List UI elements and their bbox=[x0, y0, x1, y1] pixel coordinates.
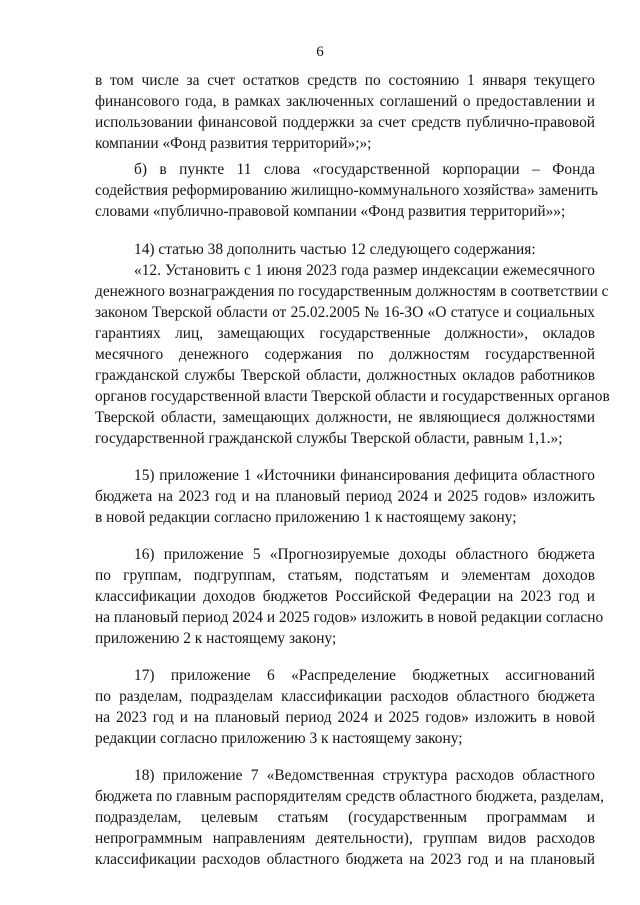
text-line: в новой редакции согласно приложению 1 к настоящему закону; bbox=[95, 509, 517, 526]
text-line: бюджета на 2023 год и на плановый период 2024 и 2025 годов» изложить bbox=[95, 488, 595, 505]
text-line: 17) приложение 6 «Распределение бюджетных ассигнований bbox=[134, 667, 595, 684]
text-line: б) в пункте 11 слова «государственной корпорации – Фонда bbox=[134, 161, 595, 178]
text-line: в том числе за счет остатков средств по состоянию 1 января текущего bbox=[95, 72, 595, 89]
text-line: приложению 2 к настоящему закону; bbox=[95, 630, 337, 647]
text-line: «12. Установить с 1 июня 2023 года размер индексации ежемесячного bbox=[134, 262, 595, 279]
text-line: государственной гражданской службы Тверской области, равным 1,1.»; bbox=[95, 430, 563, 447]
text-line: 14) статью 38 дополнить частью 12 следующего содержания: bbox=[134, 241, 536, 258]
text-line: гражданской службы Тверской области, должностных окладов работников bbox=[95, 367, 595, 384]
text-line: денежного вознаграждения по государственным должностям в соответствии с bbox=[95, 283, 609, 300]
text-line: гарантиях лиц, замещающих государственные должности», окладов bbox=[95, 325, 595, 342]
page-number: 6 bbox=[316, 44, 324, 60]
text-line: 18) приложение 7 «Ведомственная структура расходов областного bbox=[134, 767, 595, 784]
text-line: 16) приложение 5 «Прогнозируемые доходы областного бюджета bbox=[134, 546, 595, 563]
text-line: 15) приложение 1 «Источники финансирования дефицита областного bbox=[134, 467, 595, 484]
text-line: подразделам, целевым статьям (государственным программам и bbox=[95, 809, 595, 826]
text-line: месячного денежного содержания по должностям государственной bbox=[95, 346, 595, 363]
text-line: по группам, подгруппам, статьям, подстатьям и элементам доходов bbox=[95, 567, 595, 584]
text-line: использовании финансовой поддержки за счет средств публично-правовой bbox=[95, 114, 595, 131]
text-line: на 2023 год и на плановый период 2024 и 2025 годов» изложить в новой bbox=[95, 709, 595, 726]
text-line: компании «Фонд развития территорий»;»; bbox=[95, 135, 372, 152]
text-line: редакции согласно приложению 3 к настоящему закону; bbox=[95, 730, 463, 747]
text-line: словами «публично-правовой компании «Фонд развития территорий»»; bbox=[95, 203, 566, 220]
text-line: содействия реформированию жилищно-коммунального хозяйства» заменить bbox=[95, 182, 599, 199]
text-line: непрограммным направлениям деятельности), группам видов расходов bbox=[95, 830, 595, 847]
text-line: Тверской области, замещающих должности, не являющиеся должностями bbox=[95, 409, 595, 426]
text-line: на плановый период 2024 и 2025 годов» изложить в новой редакции согласно bbox=[95, 609, 604, 626]
text-line: финансового года, в рамках заключенных соглашений о предоставлении и bbox=[95, 93, 595, 110]
text-line: органов государственной власти Тверской области и государственных органов bbox=[95, 388, 610, 405]
text-line: бюджета по главным распорядителям средств областного бюджета, разделам, bbox=[95, 788, 604, 805]
text-line: классификации расходов областного бюджета на 2023 год и на плановый bbox=[95, 851, 595, 868]
text-line: по разделам, подразделам классификации расходов областного бюджета bbox=[95, 688, 595, 705]
text-line: классификации доходов бюджетов Российской Федерации на 2023 год и bbox=[95, 588, 595, 605]
text-line: законом Тверской области от 25.02.2005 № 16-ЗО «О статусе и социальных bbox=[95, 304, 595, 321]
